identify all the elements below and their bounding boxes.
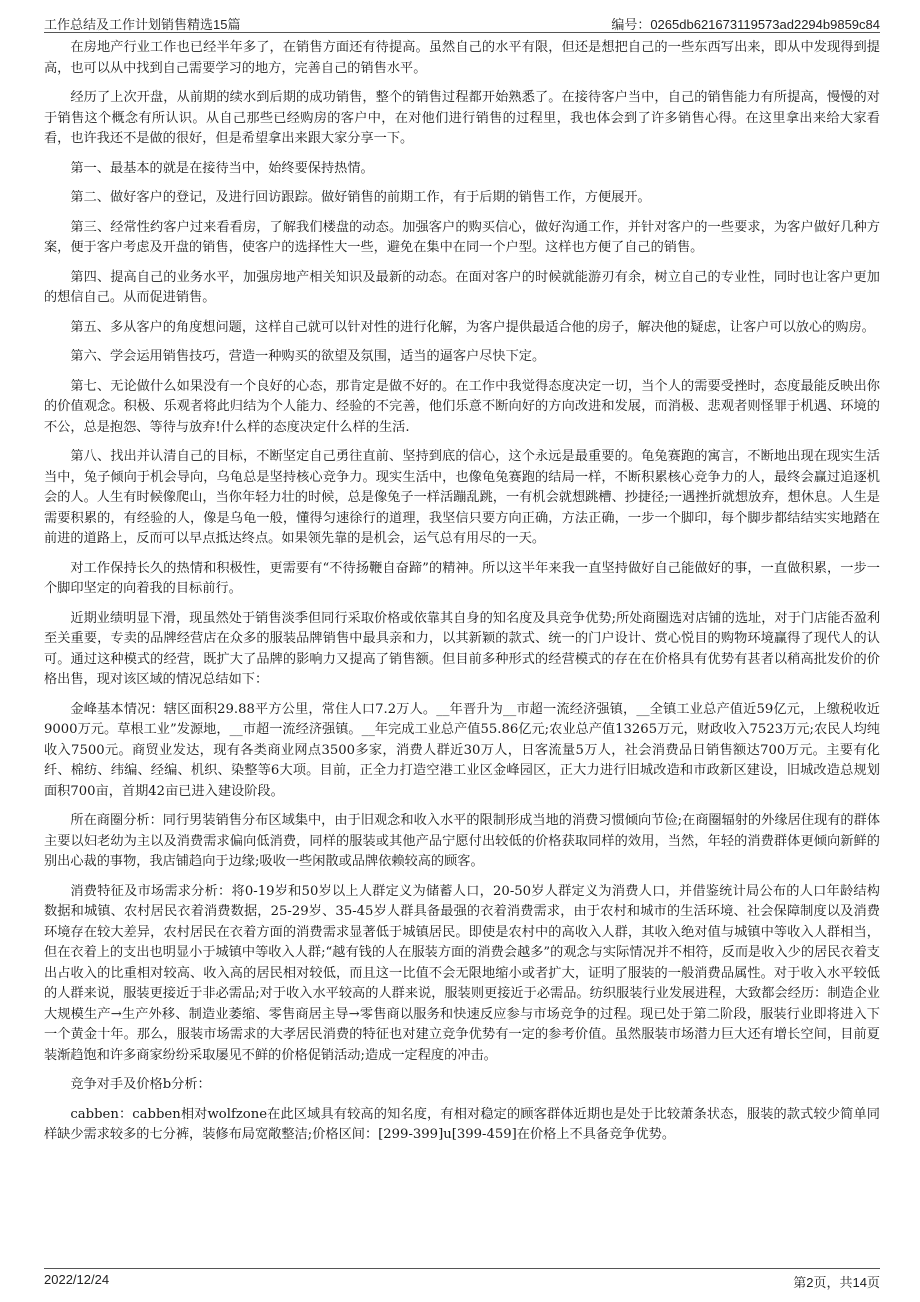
paragraph: 第四、提高自己的业务水平，加强房地产相关知识及最新的动态。在面对客户的时候就能游刃有余，树立自己的专业性，同时也让客户更加的想信自己。从而促进销售。 [44, 269, 880, 305]
document-title: 工作总结及工作计划销售精选15篇 [44, 17, 241, 32]
paragraph: 近期业绩明显下滑，现虽然处于销售淡季但同行采取价格或依靠其自身的知名度及具竞争优势;所处商圈选对店铺的选址，对于门店能否盈利至关重要，专卖的品牌经营店在众多的服装品牌销售中最具亲和力，以其新颖的款式、统一的门户设计、赏心悦目的购物环境赢得了现代人的认可。通过这种模式的经营，既扩大了品牌的影响力又提高了销售额。但目前多种形式的经营模式的存在在价格具有优势有甚者以稍高批发价的价格出售，现对该区域的情况总结如下： [44, 610, 880, 687]
paragraph: cabben：cabben相对wolfzone在此区域具有较高的知名度，有相对稳定的顾客群体近期也是处于比较萧条状态，服装的款式较少简单同样缺少需求较多的七分裤，装修布局宽敞整洁;价格区间：[299-399]u[399-459]在价格上不具备竞争优势。 [44, 1106, 880, 1142]
document-id: 编号：0265db621673119573ad2294b9859c84 [611, 17, 880, 32]
paragraph: 第五、多从客户的角度想问题，这样自己就可以针对性的进行化解，为客户提供最适合他的房子，解决他的疑虑，让客户可以放心的购房。 [70, 319, 875, 335]
footer-date: 2022/12/24 [44, 1272, 110, 1287]
paragraph: 竞争对手及价格b分析： [70, 1077, 211, 1092]
paragraph: 第一、最基本的就是在接待当中，始终要保持热情。 [70, 160, 374, 176]
paragraph: 第八、找出并认清自己的目标，不断坚定自己勇往直前、坚持到底的信心，这个永远是最重要的。龟兔赛跑的寓言，不断地出现在现实生活当中，兔子倾向于机会导向，乌龟总是坚持核心竞争力。现实生活中，也像龟兔赛跑的结局一样，不断积累核心竞争力的人，最终会赢过追逐机会的人。人生有时候像爬山，当你年轻力壮的时候，总是像兔子一样活蹦乱跳，一有机会就想跳槽、抄捷径;一遇挫折就想放弃，想休息。人生是需要积累的，有经验的人，像是乌龟一般，懂得匀速徐行的道理，我坚信只要方向正确，方法正确，一步一个脚印，每个脚步都结结实实地踏在前进的道路上，反而可以早点抵达终点。如果领先靠的是机会，运气总有用尽的一天。 [44, 449, 880, 546]
document-body [44, 38, 880, 1155]
paragraph: 第六、学会运用销售技巧，营造一种购买的欲望及氛围，适当的逼客户尽快下定。 [70, 349, 546, 364]
paragraph: 消费特征及市场需求分析：将0-19岁和50岁以上人群定义为储蓄人口，20-50岁人群定义为消费人口，并借鉴统计局公布的人口年龄结构数据和城镇、农村居民衣着消费数据，25-29岁、35-45岁人群具备最强的衣着消费需求，由于农村和城市的生活环境、社会保障制度以及消费环境存在较大差异，农村居民在衣着方面的消费需求显著低于城镇居民。即使是农村中的高收入人群，其收入绝对值与城镇中等收入人群相当，但在衣着上的支出也明显小于城镇中等收入人群;“越有钱的人在服装方面的消费会越多”的观念与实际情况并不相符，反而是收入少的居民衣着支出占收入的比重相对较高、收入高的居民相对较低，而且这一比值不会无限地缩小或者扩大，证明了服装的一般消费品属性。对于收入水平较低的人群来说，服装更接近于非必需品;对于收入水平较高的人群来说，服装则更接近于必需品。纺织服装行业发展进程，大致都会经历：制造企业大规模生产→生产外移、制造业萎缩、零售商居主导→零售商以服务和快速反应参与市场竞争的过程。现已处于第二阶段，服装行业即将进入下一个黄金十年。那么，服装市场需求的大孝居民消费的特征也对建立竞争优势有一定的参考价值。虽然服装市场潜力巨大还有增长空间，目前夏装渐趋饱和许多商家纷纷采取屡见不鲜的价格促销活动;造成一定程度的冲击。 [44, 883, 880, 1063]
paragraph: 对工作保持长久的热情和积极性，更需要有“不待扬鞭自奋蹄”的精神。所以这半年来我一直坚持做好自己能做好的事，一直做积累，一步一个脚印坚定的向着我的目标前行。 [44, 560, 880, 596]
paragraph: 在房地产行业工作也已经半年多了，在销售方面还有待提高。虽然自己的水平有限，但还是想把自己的一些东西写出来，即从中发现得到提高，也可以从中找到自己需要学习的地方，完善自己的销售水平。 [44, 40, 880, 76]
paragraph: 经历了上次开盘，从前期的续水到后期的成功销售，整个的销售过程都开始熟悉了。在接待客户当中，自己的销售能力有所提高，慢慢的对于销售这个概念有所认识。从自己那些已经购房的客户中，在对他们进行销售的过程里，我也体会到了许多销售心得。在这里拿出来给大家看看，也许我还不是做的很好，但是希望拿出来跟大家分享一下。 [44, 90, 880, 146]
paragraph: 第二、做好客户的登记，及进行回访跟踪。做好销售的前期工作，有于后期的销售工作，方便展开。 [70, 190, 651, 205]
paragraph: 第三、经常性约客户过来看看房，了解我们楼盘的动态。加强客户的购买信心，做好沟通工作，并针对客户的一些要求，为客户做好几种方案，便于客户考虑及开盘的销售，使客户的选择性大一些，避免在集中在同一个户型。这样也方便了自己的销售。 [44, 219, 880, 255]
page-number: 第2页，共14页 [793, 1275, 880, 1290]
paragraph: 第七、无论做什么如果没有一个良好的心态，那肯定是做不好的。在工作中我觉得态度决定一切，当个人的需要受挫时，态度最能反映出你的价值观念。积极、乐观者将此归结为个人能力、经验的不完善，他们乐意不断向好的方向改进和发展，而消极、悲观者则怪罪于机遇、环境的不公，总是抱怨、等待与放弃!什么样的态度决定什么样的生活. [44, 378, 880, 435]
page-footer [44, 1268, 880, 1289]
paragraph: 金峰基本情况：辖区面积29.88平方公里，常住人口7.2万人。__年晋升为__市超一流经济强镇，__全镇工业总产值近59亿元，上缴税收近9000万元。草根工业”发源地，__市超一流经济强镇。__年完成工业总产值55.86亿元;农业总产值13265万元，财政收入7523万元;农民人均纯收入7500元。商贸业发达，现有各类商业网点3500多家，消费人群近30万人，日客流量5万人，社会消费品日销售额达700万元。主要有化纤、棉纺、纬编、经编、机织、染整等6大项。目前，正全力打造空港工业区金峰园区，正大力进行旧城改造和市政新区建设，旧城改造总规划面积700亩，首期42亩已进入建设阶段。 [44, 701, 880, 799]
page-header [44, 10, 880, 33]
paragraph: 所在商圈分析：同行男装销售分布区域集中，由于旧观念和收入水平的限制形成当地的消费习惯倾向节俭;在商圈辐射的外缘居住现有的群体主要以妇老幼为主以及消费需求偏向低消费，同样的服装或其他产品宁愿付出较低的价格获取同样的效用，当然，年轻的消费群体更倾向新鲜的别出心裁的事物，我店铺趋向于边缘;吸收一些闲散或品牌依赖较高的顾客。 [44, 813, 880, 869]
